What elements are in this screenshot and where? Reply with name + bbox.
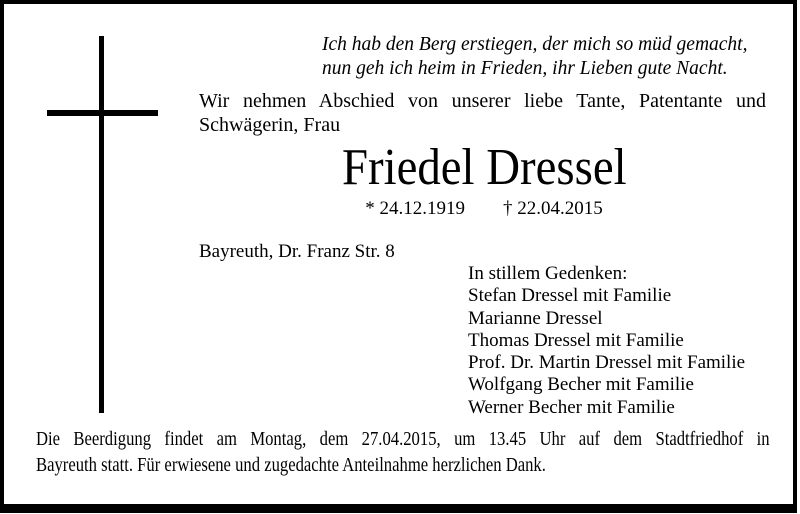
- mourner-entry: Stefan Dressel mit Familie: [468, 285, 672, 307]
- deceased-address: Bayreuth, Dr. Franz Str. 8: [199, 241, 395, 262]
- deceased-name: Friedel Dressel: [341, 139, 627, 196]
- funeral-info-line-1: Die Beerdigung findet am Montag, dem 27.04.2015, um 13.45 Uhr auf dem Stadtfriedhof in: [36, 429, 770, 450]
- birth-date: * 24.12.1919: [365, 198, 465, 219]
- mourner-entry: Wolfgang Becher mit Familie: [468, 374, 694, 396]
- funeral-info-line-2: Bayreuth statt. Für erwiesene und zugedachte Anteilnahme herzlichen Dank.: [36, 454, 546, 476]
- farewell-intro: [199, 89, 766, 137]
- life-dates: [199, 198, 769, 220]
- death-date: † 22.04.2015: [503, 198, 603, 219]
- epigraph-verse: [322, 33, 782, 81]
- mourners-heading: In stillem Gedenken:: [468, 263, 628, 284]
- mourner-entry: Thomas Dressel mit Familie: [468, 329, 684, 351]
- epigraph-line-2: nun geh ich heim in Frieden, ihr Lieben gute Nacht.: [322, 58, 728, 79]
- mourner-entry: Werner Becher mit Familie: [468, 396, 675, 418]
- epigraph-line-1: Ich hab den Berg erstiegen, der mich so müd gemacht,: [322, 34, 748, 55]
- farewell-intro-line-1: Wir nehmen Abschied von unserer liebe Tante, Patentante und: [199, 90, 766, 112]
- farewell-intro-line-2: Schwägerin, Frau: [199, 114, 341, 136]
- cross-vertical-bar: [99, 36, 104, 413]
- funeral-information: [36, 427, 770, 478]
- cross-horizontal-bar: [47, 110, 158, 116]
- mourners-list: [468, 263, 745, 419]
- mourner-entry: Prof. Dr. Martin Dressel mit Familie: [468, 352, 746, 374]
- mourner-entry: Marianne Dressel: [468, 307, 603, 329]
